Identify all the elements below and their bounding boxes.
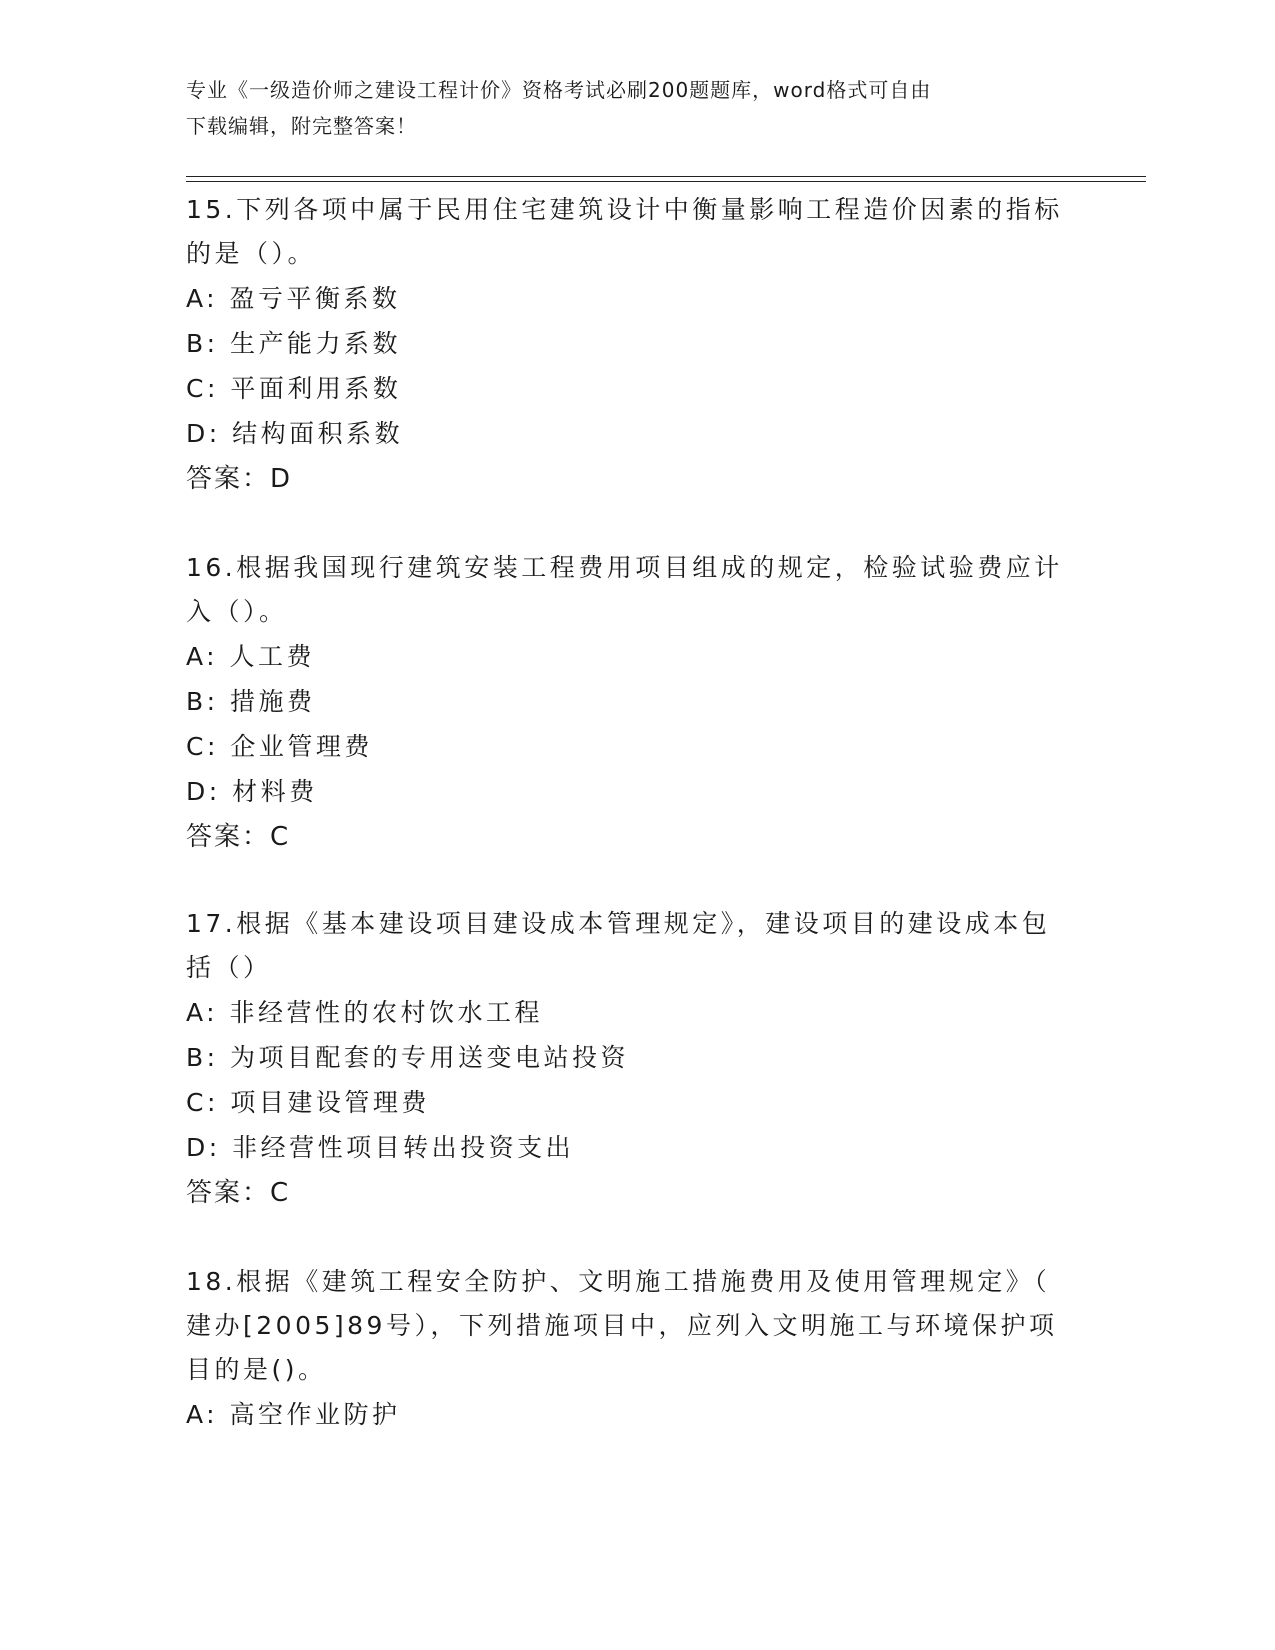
question-18 [186, 1260, 1086, 1437]
header-line-2: 下载编辑，附完整答案！ [186, 114, 417, 138]
option-d: D: 非经营性项目转出投资支出 [186, 1133, 575, 1162]
question-stem-line: 18.根据《建筑工程安全防护、文明施工措施费用及使用管理规定》（ [186, 1267, 1051, 1296]
header-divider-bottom [186, 181, 1146, 182]
answer-label: 答案：C [186, 822, 291, 852]
option-c: C: 企业管理费 [186, 732, 373, 761]
question-stem-line: 16.根据我国现行建筑安装工程费用项目组成的规定，检验试验费应计 [186, 553, 1063, 582]
question-stem-line: 建办[2005]89号），下列措施项目中，应列入文明施工与环境保护项 [186, 1311, 1058, 1340]
document-header [186, 72, 1066, 144]
option-a: A: 盈亏平衡系数 [186, 284, 401, 313]
question-stem-line: 括（） [186, 953, 272, 982]
answer-label: 答案：D [186, 464, 293, 494]
option-c: C: 项目建设管理费 [186, 1088, 430, 1117]
question-stem-line: 17.根据《基本建设项目建设成本管理规定》，建设项目的建设成本包 [186, 909, 1051, 938]
option-a: A: 人工费 [186, 642, 316, 671]
option-a: A: 高空作业防护 [186, 1400, 401, 1429]
option-b: B: 措施费 [186, 687, 316, 716]
question-17 [186, 902, 1086, 1216]
question-stem-line: 15.下列各项中属于民用住宅建筑设计中衡量影响工程造价因素的指标 [186, 195, 1063, 224]
option-c: C: 平面利用系数 [186, 374, 402, 403]
option-a: A: 非经营性的农村饮水工程 [186, 998, 544, 1027]
header-line-1: 专业《一级造价师之建设工程计价》资格考试必刷200题题库，word格式可自由 [186, 78, 932, 102]
option-b: B: 生产能力系数 [186, 329, 402, 358]
question-15 [186, 188, 1086, 502]
question-list [186, 188, 1086, 1481]
question-stem-line: 目的是()。 [186, 1355, 327, 1384]
header-divider-top [186, 176, 1146, 177]
option-b: B: 为项目配套的专用送变电站投资 [186, 1043, 630, 1072]
option-d: D: 材料费 [186, 777, 318, 806]
question-stem-line: 入（）。 [186, 597, 288, 626]
question-stem-line: 的是（）。 [186, 239, 317, 268]
option-d: D: 结构面积系数 [186, 419, 404, 448]
question-16 [186, 546, 1086, 860]
answer-label: 答案：C [186, 1178, 291, 1208]
